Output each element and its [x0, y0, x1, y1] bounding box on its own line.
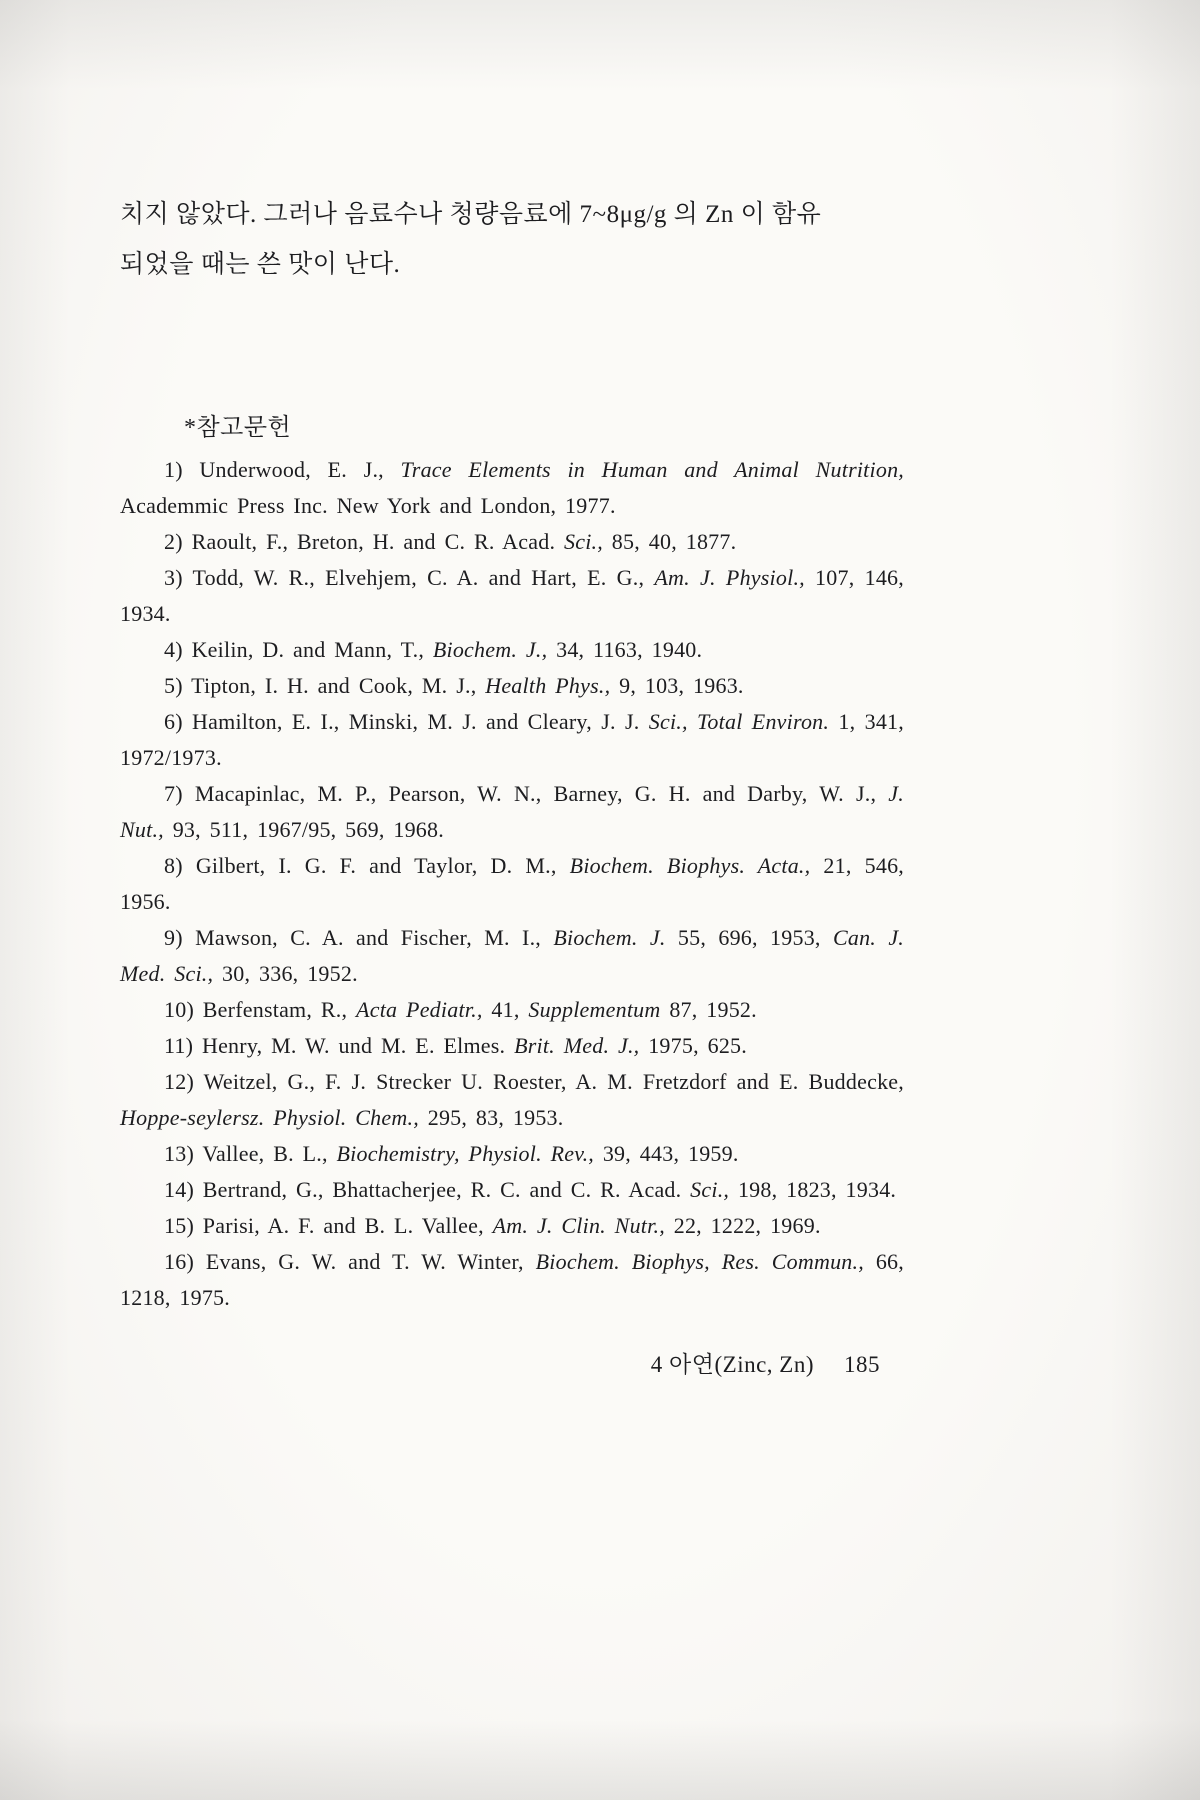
- reference-text: 22, 1222, 1969.: [664, 1213, 821, 1238]
- references-heading: *참고문헌: [184, 415, 292, 441]
- chapter-label: 4 아연(Zinc, Zn): [650, 1352, 814, 1377]
- reference-text: 15) Parisi, A. F. and B. L. Vallee,: [164, 1213, 493, 1238]
- intro-line-2: 되었을 때는 쓴 맛이 난다.: [120, 251, 401, 278]
- reference-text: Academmic Press Inc. New York and London, 1977.: [120, 493, 616, 518]
- reference-text: 10) Berfenstam, R.,: [164, 997, 357, 1022]
- reference-journal-italic: Sci., Total Environ.: [648, 709, 830, 734]
- reference-item: [120, 1136, 904, 1172]
- reference-journal-italic: Health Phys.,: [485, 673, 611, 698]
- reference-text: 6) Hamilton, E. I., Minski, M. J. and Cleary, J. J.: [164, 709, 649, 734]
- reference-text: 66, 1218, 1975.: [120, 1249, 904, 1310]
- reference-journal-italic: Am. J. Clin. Nutr.,: [492, 1213, 665, 1238]
- reference-journal-italic: Biochemistry, Physiol. Rev.,: [336, 1141, 595, 1166]
- reference-text: 16) Evans, G. W. and T. W. Winter,: [164, 1249, 536, 1274]
- reference-list: [120, 452, 904, 1316]
- reference-item: [120, 524, 904, 560]
- reference-journal-italic: J. Nut.,: [120, 781, 904, 842]
- reference-text: 41,: [482, 997, 529, 1022]
- reference-journal-italic: Am. J. Physiol.,: [654, 565, 805, 590]
- reference-text: 55, 696, 1953,: [665, 925, 833, 950]
- reference-journal-italic: Supplementum: [528, 997, 661, 1022]
- reference-journal-italic: Brit. Med. J.,: [514, 1033, 640, 1058]
- reference-text: 1975, 625.: [639, 1033, 747, 1058]
- reference-text: 2) Raoult, F., Breton, H. and C. R. Acad.: [164, 529, 565, 554]
- reference-item: [120, 1172, 904, 1208]
- reference-journal-italic: Hoppe-seylersz. Physiol. Chem.,: [120, 1105, 419, 1130]
- reference-text: 9, 103, 1963.: [610, 673, 744, 698]
- reference-journal-italic: Sci.,: [564, 529, 603, 554]
- reference-text: 30, 336, 1952.: [213, 961, 358, 986]
- reference-journal-italic: Acta Pediatr.,: [356, 997, 483, 1022]
- reference-text: 39, 443, 1959.: [594, 1141, 739, 1166]
- reference-item: [120, 704, 904, 776]
- reference-text: 21, 546, 1956.: [120, 853, 905, 914]
- reference-journal-italic: Can. J. Med. Sci.,: [120, 925, 905, 986]
- reference-text: 93, 511, 1967/95, 569, 1968.: [163, 817, 444, 842]
- reference-journal-italic: Sci.,: [690, 1177, 730, 1202]
- reference-text: 87, 1952.: [660, 997, 757, 1022]
- reference-text: 1, 341, 1972/1973.: [120, 709, 904, 770]
- page-content: [120, 190, 904, 1379]
- reference-text: 9) Mawson, C. A. and Fischer, M. I.,: [164, 925, 554, 950]
- reference-text: 295, 83, 1953.: [418, 1105, 564, 1130]
- reference-text: 198, 1823, 1934.: [729, 1177, 897, 1202]
- reference-item: [120, 668, 904, 704]
- reference-text: 12) Weitzel, G., F. J. Strecker U. Roester, A. M. Fretzdorf and E. Buddecke,: [164, 1069, 904, 1094]
- reference-item: [120, 776, 904, 848]
- reference-text: 107, 146, 1934.: [120, 565, 904, 626]
- reference-text: 14) Bertrand, G., Bhattacherjee, R. C. and C. R. Acad.: [164, 1177, 691, 1202]
- reference-text: 4) Keilin, D. and Mann, T.,: [164, 637, 433, 662]
- reference-text: 3) Todd, W. R., Elvehjem, C. A. and Hart, E. G.,: [164, 565, 655, 590]
- intro-paragraph: [120, 190, 904, 290]
- reference-item: [120, 992, 904, 1028]
- reference-item: [120, 1208, 904, 1244]
- reference-text: 5) Tipton, I. H. and Cook, M. J.,: [164, 673, 486, 698]
- reference-text: 7) Macapinlac, M. P., Pearson, W. N., Barney, G. H. and Darby, W. J.,: [164, 781, 889, 806]
- reference-item: [120, 920, 904, 992]
- reference-item: [120, 632, 904, 668]
- page-footer: [120, 1346, 904, 1379]
- reference-text: 13) Vallee, B. L.,: [164, 1141, 337, 1166]
- reference-journal-italic: Trace Elements in Human and Animal Nutrition,: [400, 457, 905, 482]
- intro-line-1: 치지 않았다. 그러나 음료수나 청량음료에 7~8μg/g 의 Zn 이 함유: [120, 201, 822, 228]
- reference-text: 1) Underwood, E. J.,: [164, 457, 401, 482]
- reference-journal-italic: Biochem. J.: [553, 925, 666, 950]
- reference-item: [120, 452, 904, 524]
- reference-text: 85, 40, 1877.: [603, 529, 737, 554]
- reference-journal-italic: Biochem. Biophys. Acta.,: [569, 853, 811, 878]
- reference-text: 8) Gilbert, I. G. F. and Taylor, D. M.,: [164, 853, 570, 878]
- reference-item: [120, 1028, 904, 1064]
- reference-journal-italic: Biochem. J.,: [432, 637, 548, 662]
- reference-text: 11) Henry, M. W. und M. E. Elmes.: [164, 1033, 515, 1058]
- reference-item: [120, 560, 904, 632]
- reference-journal-italic: Biochem. Biophys, Res. Commun.,: [535, 1249, 864, 1274]
- page-number: 185: [844, 1352, 880, 1377]
- reference-item: [120, 848, 904, 920]
- reference-text: 34, 1163, 1940.: [547, 637, 703, 662]
- reference-item: [120, 1244, 904, 1316]
- reference-item: [120, 1064, 904, 1136]
